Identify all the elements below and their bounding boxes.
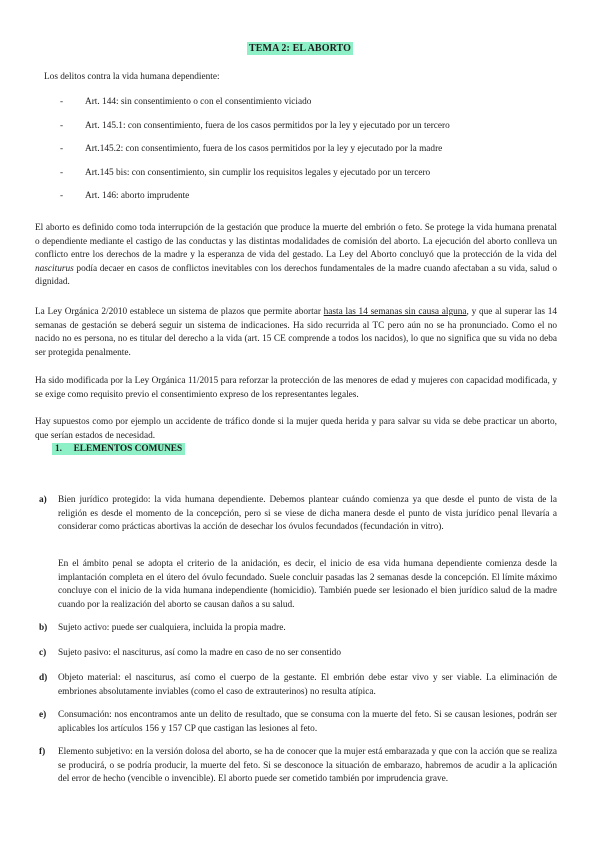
item-text: Sujeto pasivo: el nasciturus, así como la madre en caso de no ser consentido	[58, 648, 341, 658]
item-letter: b)	[39, 623, 48, 633]
list-item-text: Art. 146: aborto imprudente	[85, 191, 190, 201]
list-item-text: Art.145.2: con consentimiento, fuera de los casos permitidos por la ley y ejecutado por la madre	[85, 144, 443, 154]
underlined-text: hasta las 14 semanas sin causa alguna	[323, 307, 467, 317]
item-letter: e)	[39, 710, 47, 720]
list-bullet: -	[60, 168, 64, 178]
paragraph-text: El aborto es definido como toda interrupción de la gestación que produce la muerte del embrión o feto. Se protege la vida humana prenatal o dependiente mediante el castigo de las conductas y las distintas modalidades de comisión del aborto. La ejecución del aborto conlleva un conflicto entre los derechos de la madre y la esperanza de vida del gestado. La Ley del Aborto concluyó que la protección de la vida del	[35, 223, 557, 261]
list-bullet: -	[60, 121, 64, 131]
list-item-text: Art.145 bis: con consentimiento, sin cumplir los requisitos legales y ejecutado por un tercero	[85, 168, 431, 178]
item-text: Consumación: nos encontramos ante un delito de resultado, que se consuma con la muerte del feto. Si se causan lesiones, podrán ser aplicables los artículos 156 y 157 CP que castigan las lesiones al feto.	[58, 710, 557, 734]
item-letter: a)	[39, 495, 47, 505]
item-letter: f)	[39, 747, 46, 757]
list-bullet: -	[60, 191, 64, 201]
paragraph-text: La Ley Orgánica 2/2010 establece un sistema de plazos que permite abortar	[35, 307, 324, 317]
list-bullet: -	[60, 144, 64, 154]
paragraph-necessity: Hay supuestos como por ejemplo un accidente de tráfico donde si la mujer queda herida y para salvar su vida se debe practicar un aborto, que serían estados de necesidad.	[35, 417, 557, 441]
item-text: Elemento subjetivo: en la versión dolosa del aborto, se ha de conocer que la mujer está embarazada y que con la acción que se realiza se producirá, o se podría producir, la muerte del feto. Si se desconoce la situación de embarazo, habremos de acudir a la aplicación del error de hecho (vencible o invencible). El aborto puede ser cometido también por imprudencia grave.	[58, 747, 557, 785]
paragraph-text: podía decaer en casos de conflictos inevitables con los derechos fundamentales de la madre cuando afectaban a su vida, salud o dignidad.	[35, 263, 557, 288]
item-text: Objeto material: el nasciturus, así como el cuerpo de la gestante. El embrión debe estar vivo y ser viable. La eliminación de embriones absolutamente inviables (como el caso de extrauterinos) no resulta atípica.	[58, 673, 557, 697]
item-letter: d)	[39, 673, 48, 683]
item-text: Bien jurídico protegido: la vida humana dependiente. Debemos plantear cuándo comienza ya que desde el punto de vista de la religión es desde el momento de la concepción, pero si se viese de dicha manera desde el punto de vista jurídico penal llevaría a considerar como prácticas abortivas la acción de desechar los óvulos fecundados (fecundación in vitro).	[58, 495, 557, 533]
list-bullet: -	[60, 97, 64, 107]
section-heading-text: 1. ELEMENTOS COMUNES	[52, 443, 185, 455]
list-item-text: Art. 145.1: con consentimiento, fuera de los casos permitidos por la ley y ejecutado por un tercero	[85, 121, 450, 131]
item-letter: c)	[39, 648, 47, 658]
intro-heading: Los delitos contra la vida humana dependiente:	[44, 72, 220, 82]
paragraph-law-2010	[35, 306, 557, 360]
page-title-text: TEMA 2: EL ABORTO	[248, 43, 352, 54]
item-text: Sujeto activo: puede ser cualquiera, incluida la propia madre.	[58, 623, 286, 633]
item-text: En el ámbito penal se adopta el criterio de la anidación, es decir, el inicio de esa vida humana dependiente comienza desde la implantación completa en el útero del óvulo fecundado. Suele concluir pasadas las 2 semanas desde la concepción. El límite máximo concluye con el inicio de la vida humana independiente (homicidio). También puede ser lesionado el bien jurídico salud de la madre cuando por la realización del aborto se causan daños a su salud.	[58, 559, 557, 610]
italic-term: nasciturus	[35, 263, 74, 274]
paragraph-law-2015: Ha sido modificada por la Ley Orgánica 11/2015 para reforzar la protección de las menores de edad y mujeres con capacidad modificada, y se exige como requisito previo el consentimiento expreso de los representantes legales.	[35, 376, 557, 400]
section-heading	[52, 444, 185, 454]
page-title	[0, 43, 600, 54]
paragraph-definition	[35, 222, 557, 290]
list-item-text: Art. 144: sin consentimiento o con el consentimiento viciado	[85, 97, 312, 107]
paragraph-text: , y que al superar las 14 semanas de gestación se deberá seguir un sistema de indicaciones. Ha sido recurrida al TC pero aún no se ha pronunciado. Como el no nacido no es persona, no es titular del derecho a la vida (art. 15 CE comprende a todos los nacidos), lo que no significa que su vida no deba ser protegida penalmente.	[35, 307, 557, 358]
